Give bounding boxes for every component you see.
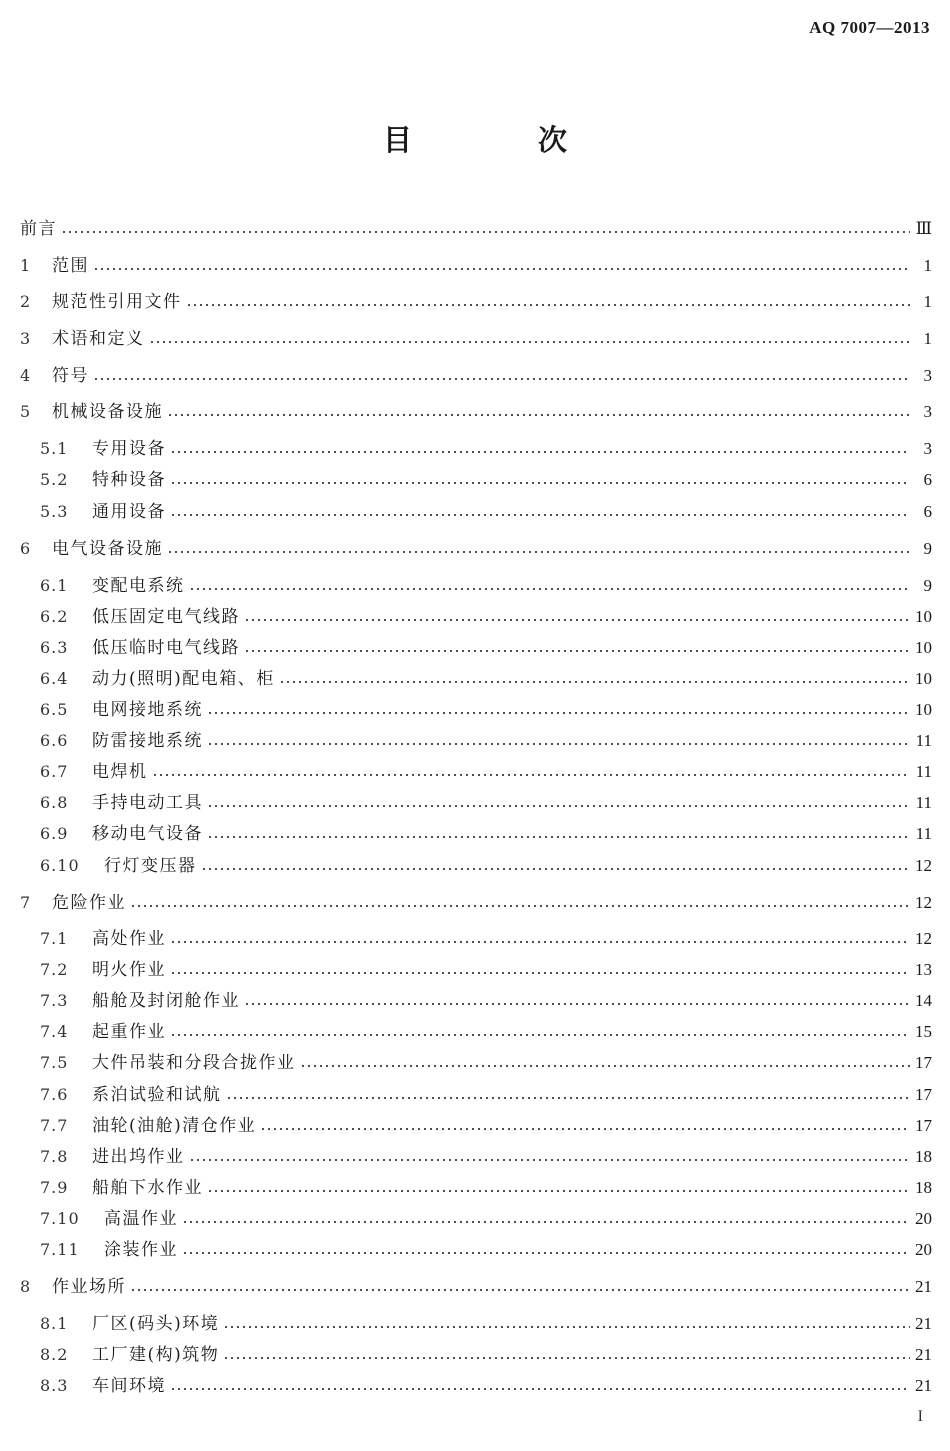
- toc-entry[interactable]: [40, 1311, 932, 1337]
- toc-entry-number: 7.6: [40, 1085, 69, 1104]
- toc-entry[interactable]: [40, 853, 932, 879]
- toc-entry-number: 5.3: [40, 502, 69, 521]
- toc-entry[interactable]: [40, 1144, 932, 1170]
- dot-leader: [61, 231, 910, 233]
- toc-entry[interactable]: [40, 728, 932, 754]
- toc-entry-label: 涂装作业: [104, 1240, 178, 1260]
- page-title: 目 次: [382, 123, 626, 157]
- toc-entry-label: 车间环境: [92, 1376, 166, 1396]
- toc-entry-label: 移动电气设备: [92, 824, 203, 844]
- toc-entry-label: 起重作业: [92, 1022, 166, 1042]
- toc-entry-page: 11: [915, 731, 932, 750]
- toc-entry-number: 8.3: [40, 1376, 69, 1395]
- toc-entry-number: 7.10: [40, 1209, 80, 1228]
- toc-entry-label: 术语和定义: [52, 329, 145, 349]
- toc-entry-label: 规范性引用文件: [52, 292, 182, 312]
- dot-leader: [182, 1221, 910, 1223]
- toc-entry-number: 2: [20, 292, 32, 311]
- toc-entry-label: 低压临时电气线路: [92, 638, 240, 658]
- toc-entry-page: 21: [915, 1277, 932, 1296]
- toc-entry[interactable]: [40, 1175, 932, 1201]
- dot-leader: [149, 341, 911, 343]
- toc-entry[interactable]: [20, 536, 932, 562]
- dot-leader: [207, 743, 910, 745]
- toc-entry-label: 系泊试验和试航: [92, 1085, 222, 1105]
- toc-entry-page: 21: [915, 1314, 932, 1333]
- toc-entry[interactable]: [40, 635, 932, 661]
- toc-entry[interactable]: [40, 1342, 932, 1368]
- toc-entry-page: 10: [915, 700, 932, 719]
- toc-entry-page: 1: [923, 329, 932, 348]
- toc-entry-number: 6.4: [40, 669, 69, 688]
- toc-entry-page: 3: [923, 402, 932, 421]
- toc-entry-number: 6.6: [40, 731, 69, 750]
- toc-entry-number: 7.2: [40, 960, 69, 979]
- dot-leader: [170, 514, 910, 516]
- toc-entry[interactable]: [20, 399, 932, 425]
- dot-leader: [207, 836, 910, 838]
- standard-code: AQ 7007—2013: [809, 18, 930, 37]
- toc-entry[interactable]: [40, 957, 932, 983]
- toc-entry-label: 明火作业: [92, 960, 166, 980]
- toc-entry-number: 6.7: [40, 762, 69, 781]
- toc-entry[interactable]: [40, 926, 932, 952]
- dot-leader: [226, 1097, 911, 1099]
- dot-leader: [130, 905, 910, 907]
- toc-entry-page: 12: [915, 893, 932, 912]
- toc-entry-label: 特种设备: [92, 470, 166, 490]
- dot-leader: [152, 774, 911, 776]
- toc-entry-page: 10: [915, 638, 932, 657]
- toc-entry[interactable]: [40, 1206, 932, 1232]
- dot-leader: [186, 304, 911, 306]
- toc-entry-number: 6.8: [40, 793, 69, 812]
- toc-entry[interactable]: [40, 1082, 932, 1108]
- toc-entry[interactable]: [40, 467, 932, 493]
- toc-entry-label: 符号: [52, 366, 89, 386]
- toc-entry[interactable]: [20, 326, 932, 352]
- toc-entry-number: 5.2: [40, 470, 69, 489]
- toc-entry-page: Ⅲ: [915, 219, 932, 238]
- dot-leader: [207, 712, 910, 714]
- toc-entry[interactable]: [40, 821, 932, 847]
- toc-entry-label: 作业场所: [52, 1277, 126, 1297]
- toc-entry-number: 7.11: [40, 1240, 80, 1259]
- toc-entry-page: 20: [915, 1240, 932, 1259]
- toc-entry-page: 9: [923, 576, 932, 595]
- dot-leader: [189, 588, 911, 590]
- toc-entry-number: 5.1: [40, 439, 69, 458]
- dot-leader: [170, 451, 910, 453]
- toc-entry-page: 21: [915, 1345, 932, 1364]
- toc-entry-number: 7.8: [40, 1147, 69, 1166]
- toc-entry-page: 18: [915, 1147, 932, 1166]
- toc-entry-number: 7.7: [40, 1116, 69, 1135]
- toc-entry-number: 8.1: [40, 1314, 69, 1333]
- page-number: I: [917, 1408, 923, 1425]
- toc-entry-page: 3: [923, 439, 932, 458]
- toc-entry[interactable]: [20, 1274, 932, 1300]
- toc-entry-page: 11: [915, 793, 932, 812]
- toc-entry-label: 进出坞作业: [92, 1147, 185, 1167]
- toc-entry-page: 9: [923, 539, 932, 558]
- toc-entry-number: 7.5: [40, 1053, 69, 1072]
- toc-entry-label: 手持电动工具: [92, 793, 203, 813]
- dot-leader: [170, 1388, 910, 1390]
- toc-entry-page: 20: [915, 1209, 932, 1228]
- dot-leader: [93, 378, 910, 380]
- toc-entry-number: 3: [20, 329, 32, 348]
- toc-entry-label: 机械设备设施: [52, 402, 163, 422]
- toc-entry-page: 3: [923, 366, 932, 385]
- toc-entry-label: 油轮(油舱)清仓作业: [92, 1116, 257, 1136]
- toc-entry[interactable]: [40, 1019, 932, 1045]
- dot-leader: [244, 1003, 910, 1005]
- dot-leader: [189, 1159, 911, 1161]
- toc-entry[interactable]: [40, 1113, 932, 1139]
- dot-leader: [201, 868, 911, 870]
- toc-entry[interactable]: [20, 289, 932, 315]
- toc-entry-number: 7: [20, 893, 32, 912]
- toc-entry-number: 6.3: [40, 638, 69, 657]
- toc-entry-number: 6.2: [40, 607, 69, 626]
- toc-entry[interactable]: [40, 436, 932, 462]
- toc-entry-label: 专用设备: [92, 439, 166, 459]
- toc-entry-label: 厂区(码头)环境: [92, 1314, 220, 1334]
- toc-entry-number: 6.1: [40, 576, 69, 595]
- dot-leader: [300, 1065, 911, 1067]
- dot-leader: [167, 414, 910, 416]
- toc-entry-number: 6: [20, 539, 32, 558]
- dot-leader: [207, 805, 910, 807]
- toc-entry[interactable]: [40, 1237, 932, 1263]
- toc-entry-number: 6.5: [40, 700, 69, 719]
- toc-entry[interactable]: [40, 604, 932, 630]
- toc-entry[interactable]: [20, 216, 932, 242]
- toc-entry-label: 前言: [20, 219, 57, 239]
- toc-entry-label: 危险作业: [52, 893, 126, 913]
- toc-entry-label: 高温作业: [104, 1209, 178, 1229]
- dot-leader: [279, 681, 910, 683]
- toc-entry-label: 电气设备设施: [52, 539, 163, 559]
- toc-entry[interactable]: [40, 759, 932, 785]
- toc-entry[interactable]: [20, 890, 932, 916]
- toc-entry-number: 7.9: [40, 1178, 69, 1197]
- toc-entry-number: 8: [20, 1277, 32, 1296]
- toc-entry-label: 船舶下水作业: [92, 1178, 203, 1198]
- toc-entry-number: 8.2: [40, 1345, 69, 1364]
- toc-entry-number: 1: [20, 256, 32, 275]
- toc-entry-page: 18: [915, 1178, 932, 1197]
- toc-entry[interactable]: [40, 988, 932, 1014]
- toc-entry-page: 12: [915, 856, 932, 875]
- toc-entry-label: 工厂建(构)筑物: [92, 1345, 220, 1365]
- toc-entry-number: 7.3: [40, 991, 69, 1010]
- dot-leader: [182, 1252, 910, 1254]
- dot-leader: [244, 619, 910, 621]
- toc-entry-label: 范围: [52, 256, 89, 276]
- toc-entry[interactable]: [40, 666, 932, 692]
- toc-entry[interactable]: [40, 499, 932, 525]
- toc-entry[interactable]: [20, 253, 932, 279]
- toc-entry-label: 变配电系统: [92, 576, 185, 596]
- toc-entry-page: 10: [915, 607, 932, 626]
- dot-leader: [223, 1326, 910, 1328]
- toc-entry-number: 7.4: [40, 1022, 69, 1041]
- toc-entry-page: 13: [915, 960, 932, 979]
- toc-entry-label: 动力(照明)配电箱、柜: [92, 669, 275, 689]
- toc-entry-label: 通用设备: [92, 502, 166, 522]
- dot-leader: [93, 268, 910, 270]
- dot-leader: [223, 1357, 910, 1359]
- toc-entry[interactable]: [40, 1050, 932, 1076]
- toc-entry-label: 低压固定电气线路: [92, 607, 240, 627]
- dot-leader: [170, 941, 910, 943]
- toc-entry[interactable]: [40, 1373, 932, 1399]
- dot-leader: [170, 1034, 910, 1036]
- toc-entry-page: 1: [923, 256, 932, 275]
- toc-entry-label: 防雷接地系统: [92, 731, 203, 751]
- toc-entry[interactable]: [40, 790, 932, 816]
- dot-leader: [170, 482, 910, 484]
- toc-entry-page: 6: [923, 470, 932, 489]
- toc-entry-label: 电网接地系统: [92, 700, 203, 720]
- toc-entry-page: 17: [915, 1053, 932, 1072]
- toc-entry[interactable]: [40, 697, 932, 723]
- toc-entry[interactable]: [40, 573, 932, 599]
- toc-entry-page: 15: [915, 1022, 932, 1041]
- toc-entry-page: 17: [915, 1116, 932, 1135]
- dot-leader: [260, 1128, 910, 1130]
- toc-entry-number: 5: [20, 402, 32, 421]
- toc-entry-label: 船舱及封闭舱作业: [92, 991, 240, 1011]
- toc-entry-number: 4: [20, 366, 32, 385]
- toc-entry-page: 11: [915, 824, 932, 843]
- toc-entry-number: 7.1: [40, 929, 69, 948]
- toc-entry-page: 1: [923, 292, 932, 311]
- toc-entry-label: 行灯变压器: [104, 856, 197, 876]
- toc-entry-label: 高处作业: [92, 929, 166, 949]
- dot-leader: [170, 972, 910, 974]
- toc-entry-label: 电焊机: [92, 762, 148, 782]
- toc-entry-page: 14: [915, 991, 932, 1010]
- dot-leader: [244, 650, 910, 652]
- toc-entry-number: 6.9: [40, 824, 69, 843]
- dot-leader: [130, 1289, 910, 1291]
- toc-entry[interactable]: [20, 363, 932, 389]
- dot-leader: [167, 551, 910, 553]
- toc-entry-page: 17: [915, 1085, 932, 1104]
- toc-entry-page: 11: [915, 762, 932, 781]
- dot-leader: [207, 1190, 910, 1192]
- toc-entry-label: 大件吊装和分段合拢作业: [92, 1053, 296, 1073]
- toc-entry-page: 6: [923, 502, 932, 521]
- toc-entry-number: 6.10: [40, 856, 80, 875]
- toc-entry-page: 10: [915, 669, 932, 688]
- toc-entry-page: 12: [915, 929, 932, 948]
- toc-entry-page: 21: [915, 1376, 932, 1395]
